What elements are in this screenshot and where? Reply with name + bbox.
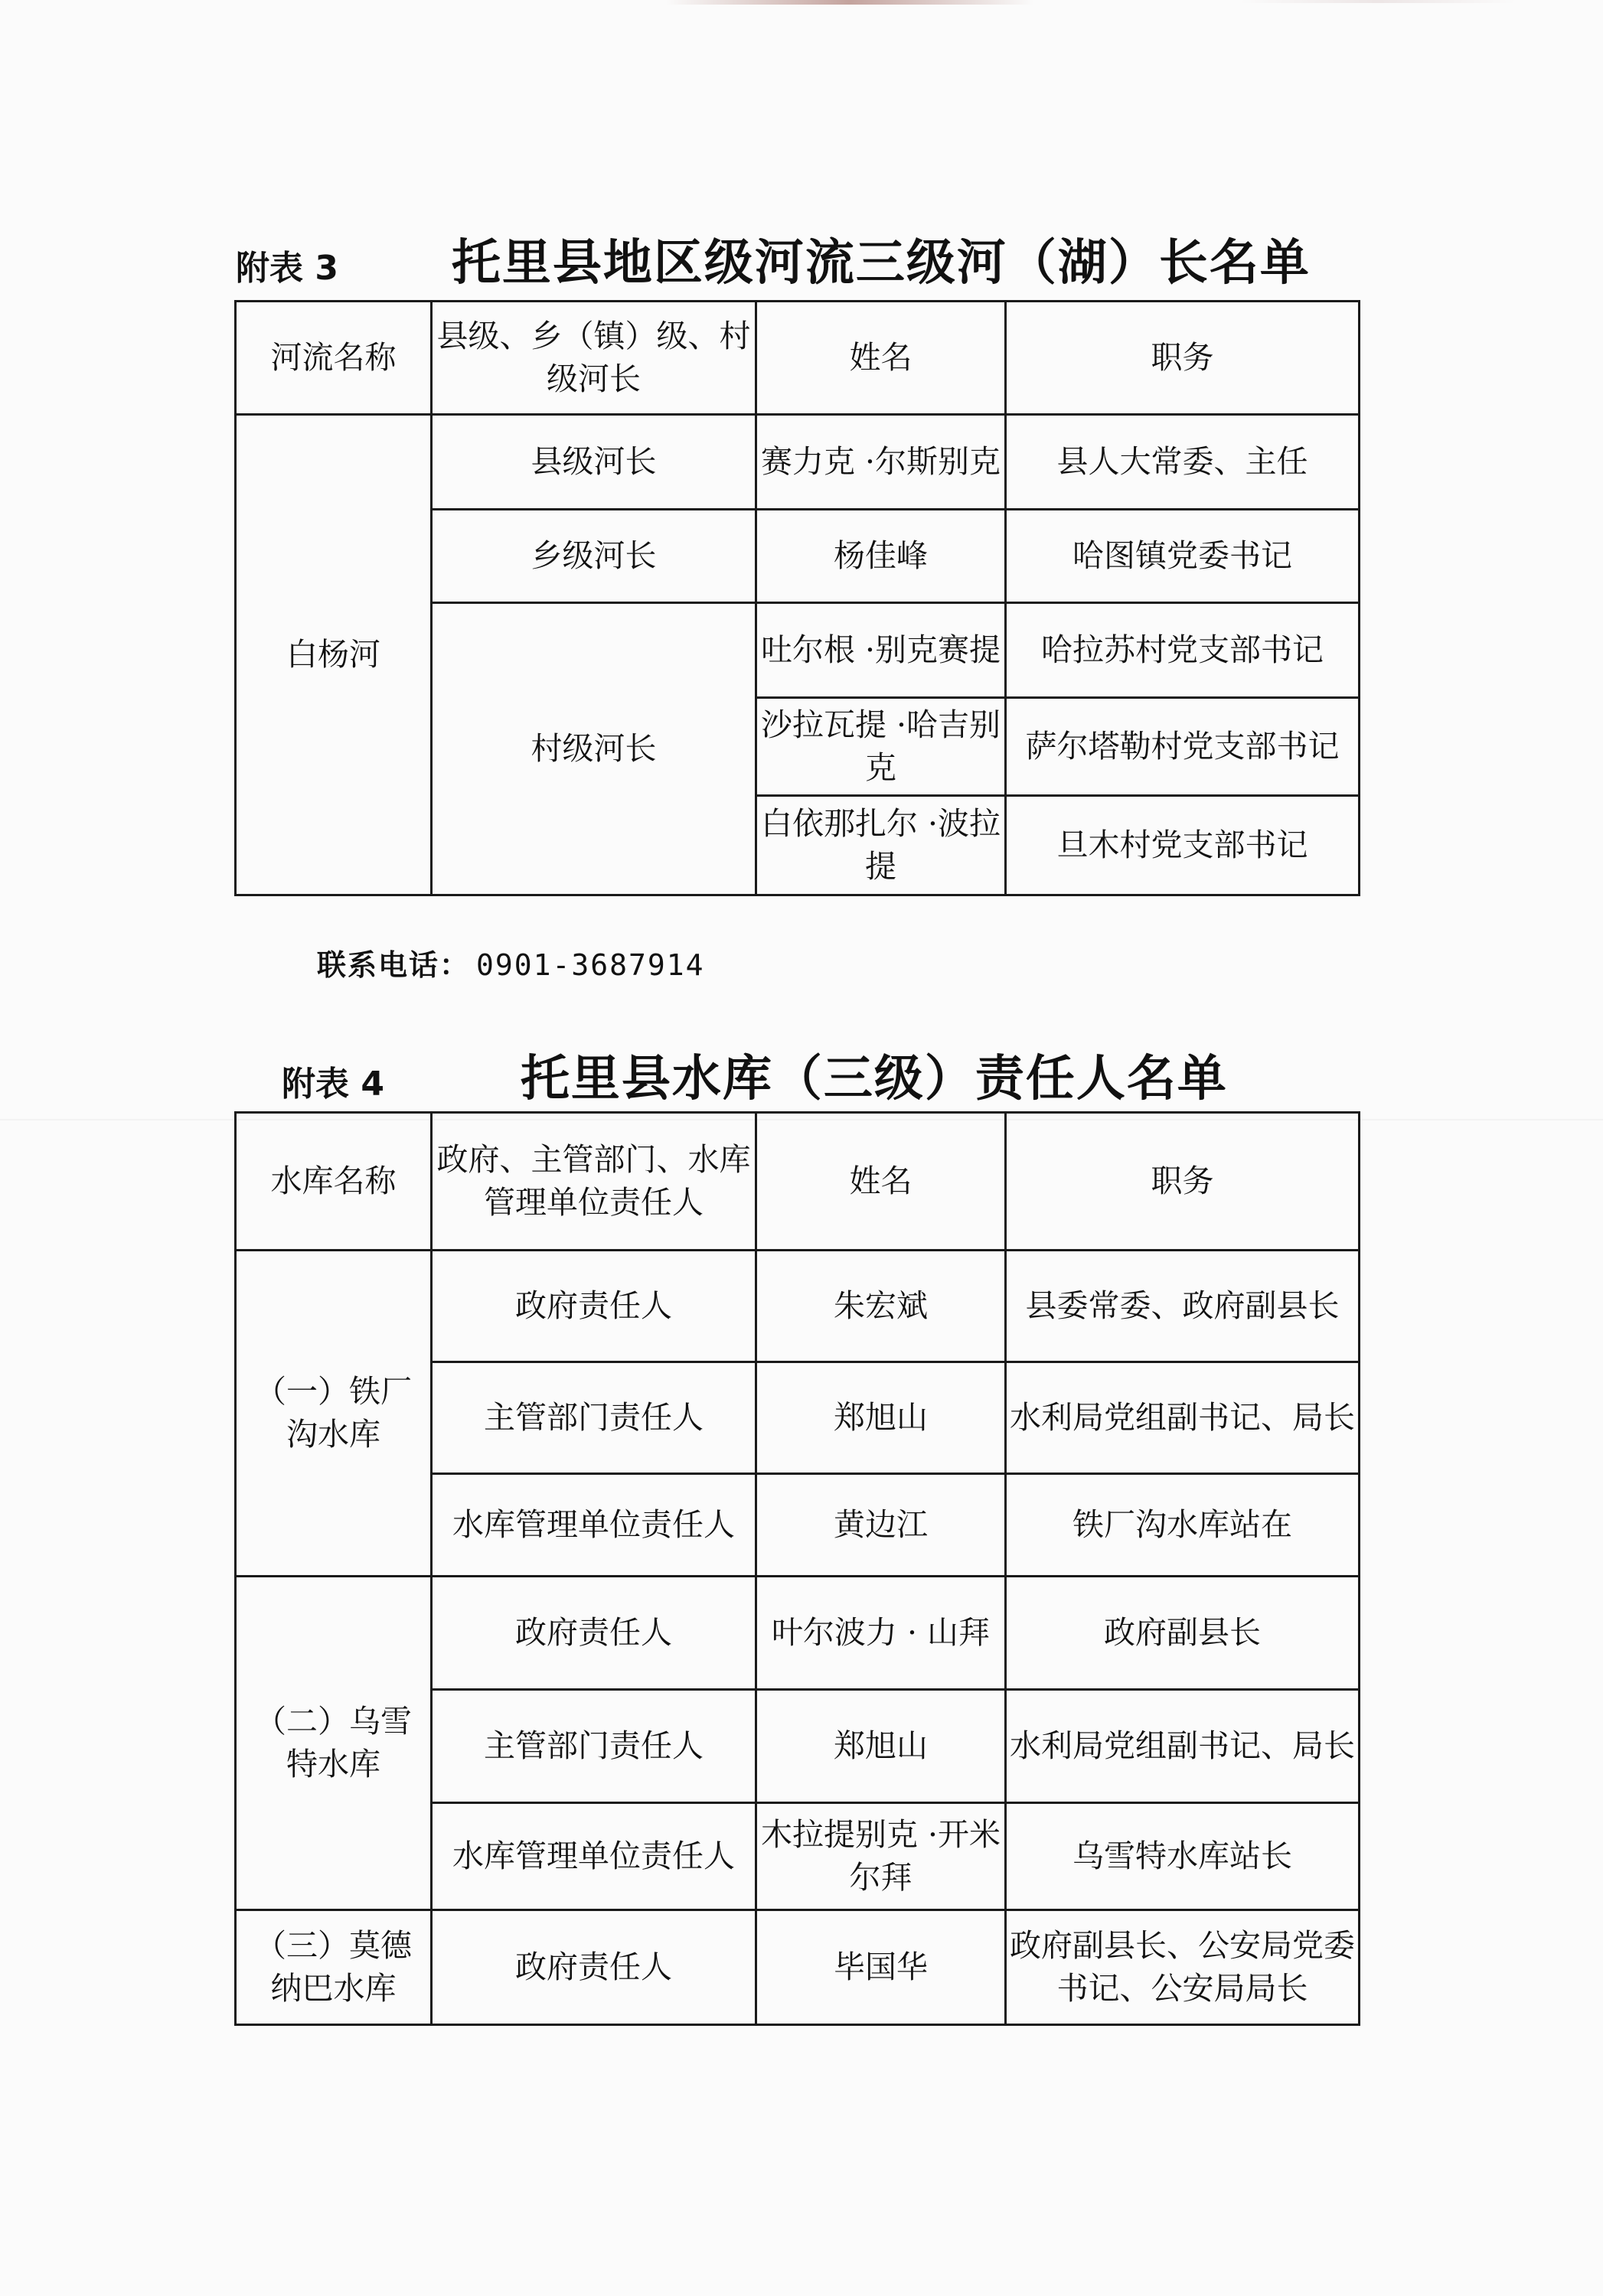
table-row xyxy=(236,1577,1360,1690)
position-cell: 铁厂沟水库站在 xyxy=(1006,1474,1360,1577)
table4-title: 托里县水库（三级）责任人名单 xyxy=(520,1051,1228,1107)
header-cell: 政府、主管部门、水库管理单位责任人 xyxy=(432,1113,756,1251)
position-cell: 萨尔塔勒村党支部书记 xyxy=(1006,698,1360,796)
name-cell: 木拉提别克 ·开米尔拜 xyxy=(756,1803,1006,1910)
table-row xyxy=(236,1910,1360,2025)
header-cell: 职务 xyxy=(1006,302,1360,415)
role-cell: 政府责任人 xyxy=(432,1251,756,1362)
name-cell: 朱宏斌 xyxy=(756,1251,1006,1362)
name-cell: 毕国华 xyxy=(756,1910,1006,2025)
table-header-row xyxy=(236,1113,1360,1251)
header-cell: 姓名 xyxy=(756,302,1006,415)
table3-heading xyxy=(236,223,1311,294)
position-cell: 水利局党组副书记、局长 xyxy=(1006,1362,1360,1474)
river-chief-table xyxy=(234,300,1360,896)
role-cell: 主管部门责任人 xyxy=(432,1690,756,1803)
table3-label: 附表 3 xyxy=(236,249,338,288)
header-cell: 县级、乡（镇）级、村级河长 xyxy=(432,302,756,415)
name-cell: 郑旭山 xyxy=(756,1690,1006,1803)
name-cell: 沙拉瓦提 ·哈吉别克 xyxy=(756,698,1006,796)
table-header-row xyxy=(236,302,1360,415)
position-cell: 水利局党组副书记、局长 xyxy=(1006,1690,1360,1803)
role-cell: 主管部门责任人 xyxy=(432,1362,756,1474)
table4-heading xyxy=(282,1039,1228,1110)
role-cell: 政府责任人 xyxy=(432,1910,756,2025)
river-name-cell: 白杨河 xyxy=(236,415,432,895)
table3-title: 托里县地区级河流三级河（湖）长名单 xyxy=(451,235,1311,292)
name-cell: 吐尔根 ·别克赛提 xyxy=(756,603,1006,698)
table4-label: 附表 4 xyxy=(282,1065,384,1104)
position-cell: 哈拉苏村党支部书记 xyxy=(1006,603,1360,698)
level-cell: 县级河长 xyxy=(432,415,756,510)
role-cell: 水库管理单位责任人 xyxy=(432,1803,756,1910)
reservoir-name-cell: （三）莫德纳巴水库 xyxy=(236,1910,432,2025)
position-cell: 政府副县长 xyxy=(1006,1577,1360,1690)
name-cell: 郑旭山 xyxy=(756,1362,1006,1474)
reservoir-name-cell: （二）乌雪特水库 xyxy=(236,1577,432,1910)
header-cell: 职务 xyxy=(1006,1113,1360,1251)
header-cell: 姓名 xyxy=(756,1113,1006,1251)
position-cell: 哈图镇党委书记 xyxy=(1006,510,1360,603)
reservoir-name-cell: （一）铁厂沟水库 xyxy=(236,1251,432,1577)
name-cell: 白依那扎尔 ·波拉提 xyxy=(756,796,1006,895)
position-cell: 县人大常委、主任 xyxy=(1006,415,1360,510)
scan-smudge xyxy=(1240,0,1516,3)
header-cell: 水库名称 xyxy=(236,1113,432,1251)
name-cell: 叶尔波力 · 山拜 xyxy=(756,1577,1006,1690)
level-cell: 乡级河长 xyxy=(432,510,756,603)
level-cell: 村级河长 xyxy=(432,603,756,895)
position-cell: 政府副县长、公安局党委书记、公安局局长 xyxy=(1006,1910,1360,2025)
table-row xyxy=(236,415,1360,510)
name-cell: 黄边江 xyxy=(756,1474,1006,1577)
table-row xyxy=(236,1251,1360,1362)
position-cell: 县委常委、政府副县长 xyxy=(1006,1251,1360,1362)
name-cell: 赛力克 ·尔斯别克 xyxy=(756,415,1006,510)
contact-label: 联系电话： xyxy=(317,947,471,982)
reservoir-responsible-table xyxy=(234,1111,1360,2026)
header-cell: 河流名称 xyxy=(236,302,432,415)
phone-number: 0901-3687914 xyxy=(476,948,705,982)
contact-phone xyxy=(317,941,705,983)
position-cell: 乌雪特水库站长 xyxy=(1006,1803,1360,1910)
role-cell: 水库管理单位责任人 xyxy=(432,1474,756,1577)
scan-smudge xyxy=(666,0,1033,5)
role-cell: 政府责任人 xyxy=(432,1577,756,1690)
position-cell: 旦木村党支部书记 xyxy=(1006,796,1360,895)
name-cell: 杨佳峰 xyxy=(756,510,1006,603)
